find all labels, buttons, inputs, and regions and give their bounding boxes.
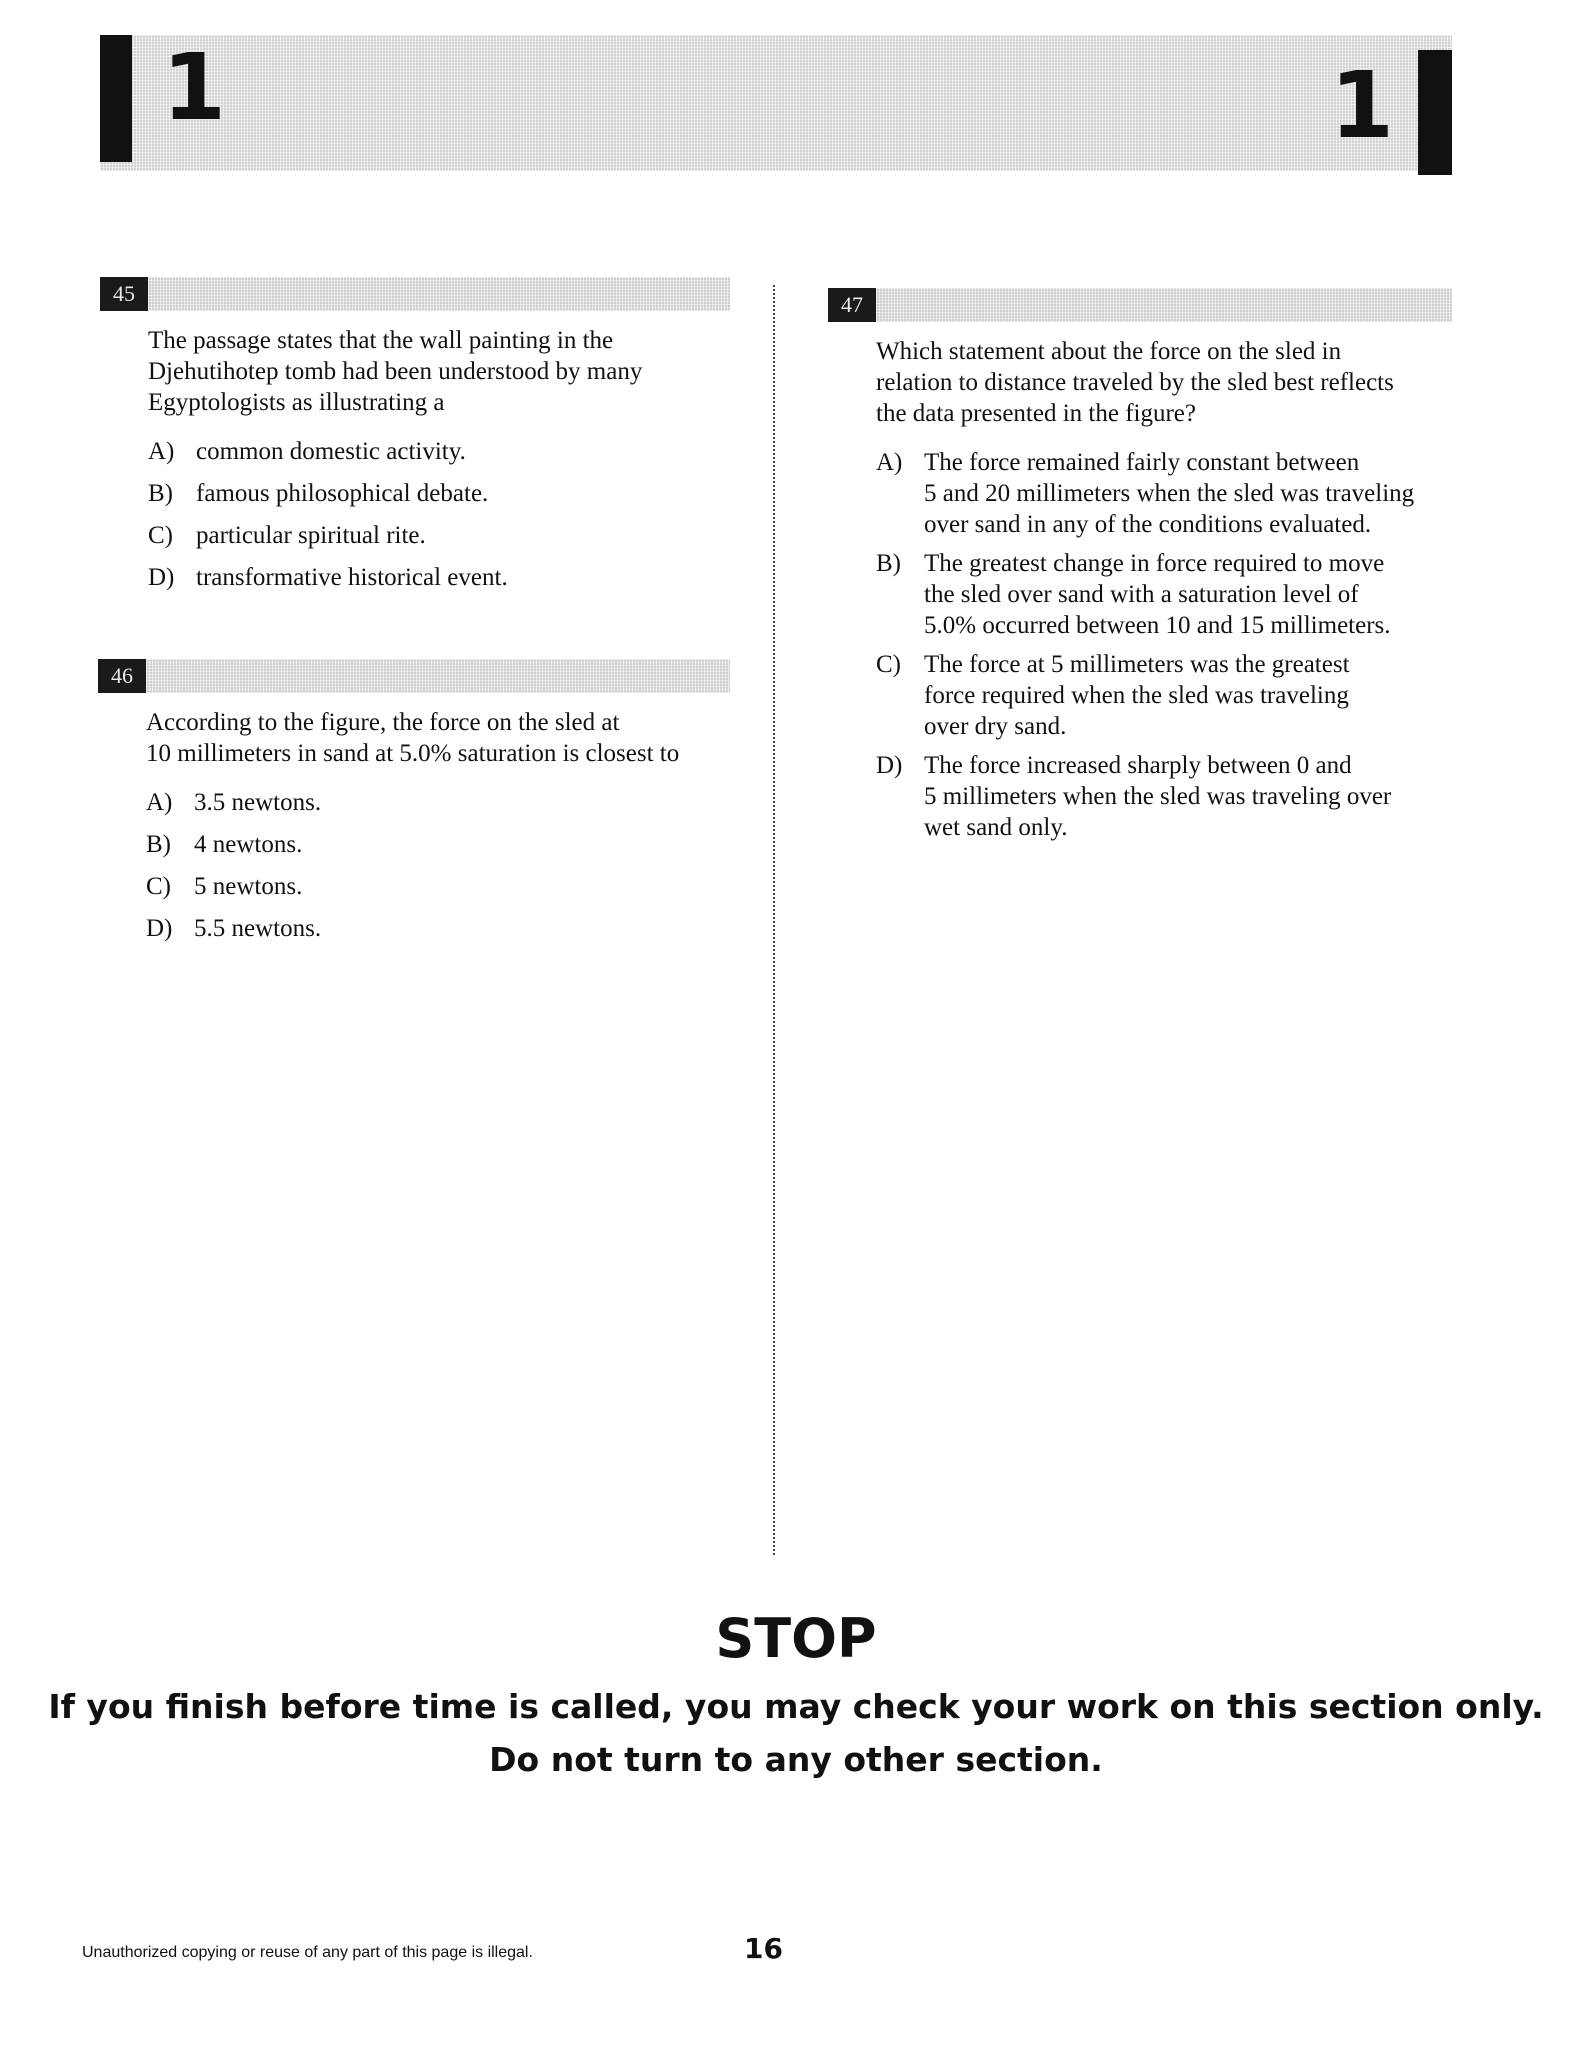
option-text: 5 newtons. <box>194 873 303 900</box>
page-number: 16 <box>744 1932 783 1965</box>
question-header <box>100 277 730 311</box>
option-letter: A) <box>148 438 175 465</box>
answer-option-b <box>148 478 730 509</box>
answer-option-c <box>876 649 1452 742</box>
option-letter: D) <box>876 752 903 779</box>
section-header-band <box>100 35 1452 171</box>
answer-option-b <box>146 829 730 860</box>
question-47 <box>828 288 1452 851</box>
answer-option-d <box>146 913 730 944</box>
option-text: 3.5 newtons. <box>194 789 322 816</box>
option-text: 4 newtons. <box>194 831 303 858</box>
answer-option-d <box>876 750 1452 843</box>
copyright-notice: Unauthorized copying or reuse of any part of this page is illegal. <box>82 1944 533 1961</box>
section-header-left-bar <box>100 35 132 162</box>
answer-option-a <box>148 436 730 467</box>
option-letter: A) <box>146 789 173 816</box>
option-letter: D) <box>146 915 173 942</box>
question-stem: The passage states that the wall painting in the Djehutihotep tomb had been understood by many Egyptologists as illustrating a <box>148 327 643 416</box>
section-header-right-bar <box>1418 50 1452 175</box>
option-letter: D) <box>148 564 175 591</box>
answer-option-d <box>148 562 730 593</box>
question-number-box: 47 <box>828 288 876 322</box>
option-text: The force increased sharply between 0 and 5 millimeters when the sled was traveling over wet sand only. <box>924 752 1392 841</box>
option-text: particular spiritual rite. <box>196 522 426 549</box>
answer-option-a <box>876 447 1452 540</box>
section-number-right: 1 <box>1330 52 1395 159</box>
answer-options <box>100 436 730 593</box>
answer-option-c <box>146 871 730 902</box>
answer-option-c <box>148 520 730 551</box>
answer-options <box>828 447 1452 843</box>
section-number-left: 1 <box>162 34 227 141</box>
option-letter: A) <box>876 449 903 476</box>
column-divider <box>773 285 775 1555</box>
stop-instruction-line-1: If you finish before time is called, you may check your work on this section only. <box>48 1687 1544 1726</box>
question-45 <box>100 277 730 604</box>
question-46 <box>98 659 730 955</box>
option-text: 5.5 newtons. <box>194 915 322 942</box>
option-text: The greatest change in force required to move the sled over sand with a saturation level of 5.0% occurred between 10 and 15 millimeters. <box>924 550 1391 639</box>
option-letter: B) <box>148 480 173 507</box>
stop-instruction-line-2: Do not turn to any other section. <box>489 1740 1103 1779</box>
option-text: famous philosophical debate. <box>196 480 489 507</box>
option-letter: C) <box>146 873 171 900</box>
question-header <box>828 288 1452 322</box>
question-number-box: 45 <box>100 277 148 311</box>
option-text: The force remained fairly constant between 5 and 20 millimeters when the sled was traveling over sand in any of the conditions evaluated. <box>924 449 1415 538</box>
answer-option-b <box>876 548 1452 641</box>
option-text: The force at 5 millimeters was the greatest force required when the sled was traveling over dry sand. <box>924 651 1350 740</box>
question-stem: Which statement about the force on the sled in relation to distance traveled by the sled best reflects the data presented in the figure? <box>876 338 1394 427</box>
option-letter: B) <box>146 831 171 858</box>
option-letter: C) <box>876 651 901 678</box>
option-letter: C) <box>148 522 173 549</box>
question-stem: According to the figure, the force on the sled at 10 millimeters in sand at 5.0% saturation is closest to <box>146 709 680 767</box>
question-header <box>98 659 730 693</box>
question-number-box: 46 <box>98 659 146 693</box>
answer-option-a <box>146 787 730 818</box>
stop-heading: STOP <box>715 1607 877 1670</box>
option-letter: B) <box>876 550 901 577</box>
option-text: common domestic activity. <box>196 438 466 465</box>
option-text: transformative historical event. <box>196 564 508 591</box>
answer-options <box>98 787 730 944</box>
